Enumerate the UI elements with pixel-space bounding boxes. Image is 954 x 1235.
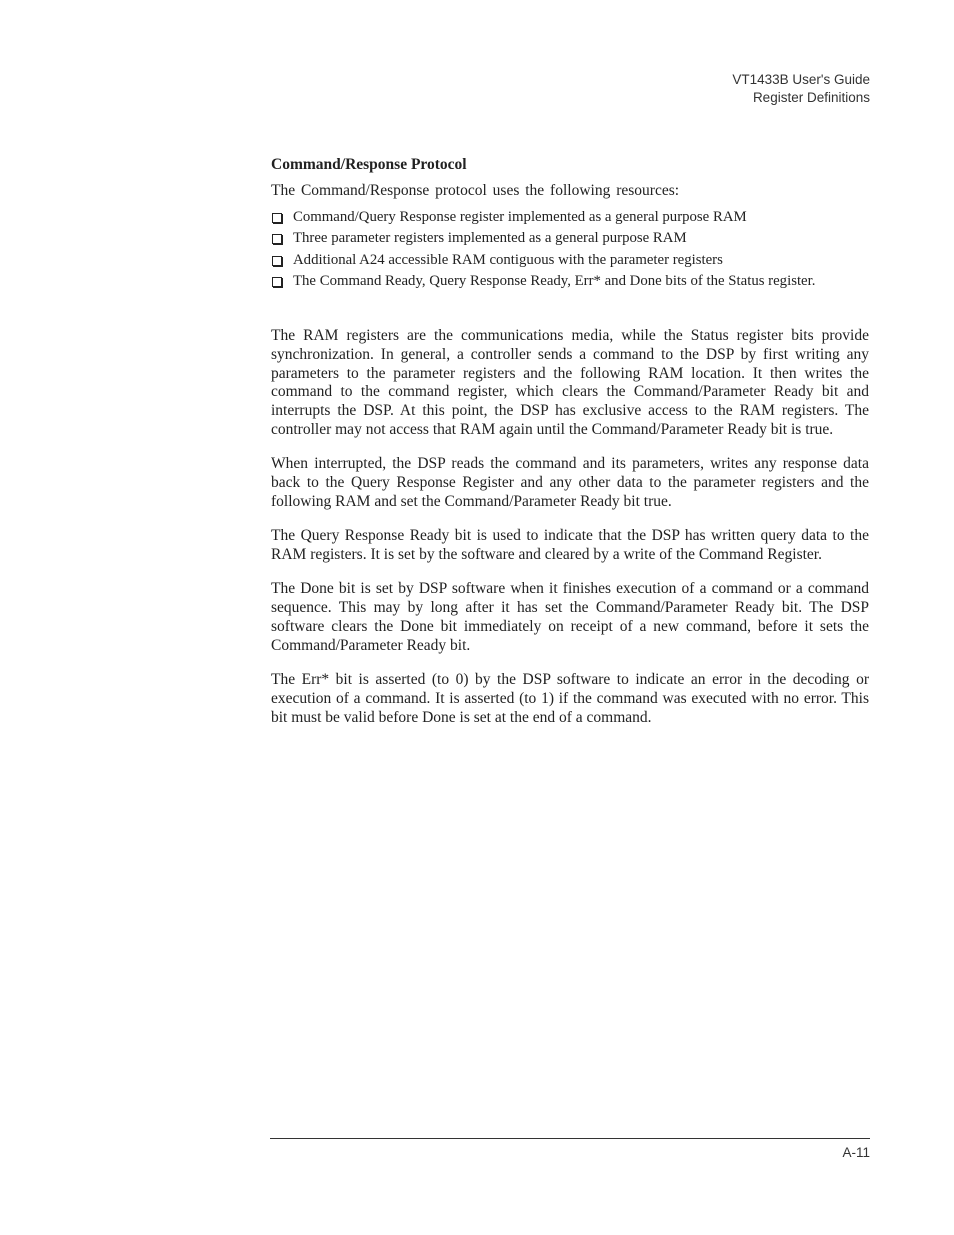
page-number: A-11	[842, 1145, 870, 1160]
body-paragraphs	[271, 327, 869, 727]
paragraph-interrupt: When interrupted, the DSP reads the command and its parameters, writes any response data back to the Query Response Register and any other data to the parameter registers and the following RAM and set the Command/Parameter Ready bit true.	[271, 455, 869, 510]
paragraph-query-ready: The Query Response Ready bit is used to indicate that the DSP has written query data to the RAM registers. It is set by the software and cleared by a write of the Command Register.	[271, 527, 869, 564]
checkbox-bullet-icon	[272, 234, 282, 244]
list-item-text: Additional A24 accessible RAM contiguous with the parameter registers	[293, 251, 723, 268]
list-item-text: Three parameter registers implemented as a general purpose RAM	[293, 230, 687, 247]
list-item-text: Command/Query Response register implemented as a general purpose RAM	[293, 208, 747, 225]
intro-text: The Command/Response protocol uses the following resources:	[271, 181, 680, 199]
paragraph-err-bit: The Err* bit is asserted (to 0) by the DSP software to indicate an error in the decoding or execution of a command. It is asserted (to 1) if the command was executed with no error. This bit must be valid before Done is set at the end of a command.	[271, 671, 869, 726]
list-item	[271, 230, 869, 247]
checkbox-bullet-icon	[272, 256, 282, 266]
running-header	[732, 71, 870, 107]
list-item-text: The Command Ready, Query Response Ready, Err* and Done bits of the Status register.	[293, 273, 816, 290]
section-heading: Command/Response Protocol	[271, 156, 467, 173]
header-section-title: Register Definitions	[752, 90, 870, 105]
paragraph-ram-registers: The RAM registers are the communications media, while the Status register bits provide synchronization. In general, a controller sends a command to the DSP by first writing any parameters to the parameter registers and the following RAM location. It then writes the command to the command register, which clears the Command/Parameter Ready bit and interrupts the DSP. At this point, the DSP has exclusive access to the RAM registers. The controller may not access that RAM again until the Command/Parameter Ready bit is true.	[271, 327, 869, 439]
header-guide-title: VT1433B User's Guide	[732, 72, 870, 87]
list-item	[271, 252, 869, 269]
checkbox-bullet-icon	[272, 277, 282, 287]
list-item	[271, 273, 869, 290]
checkbox-bullet-icon	[272, 213, 282, 223]
page-content	[271, 156, 869, 743]
list-item	[271, 209, 869, 226]
paragraph-done-bit: The Done bit is set by DSP software when it finishes execution of a command or a command sequence. This may by long after it has set the Command/Parameter Ready bit. The DSP software clears the Done bit immediately on receipt of a new command, before it sets the Command/Parameter Ready bit.	[271, 580, 869, 654]
footer-divider	[270, 1138, 870, 1139]
resource-list	[271, 209, 869, 291]
